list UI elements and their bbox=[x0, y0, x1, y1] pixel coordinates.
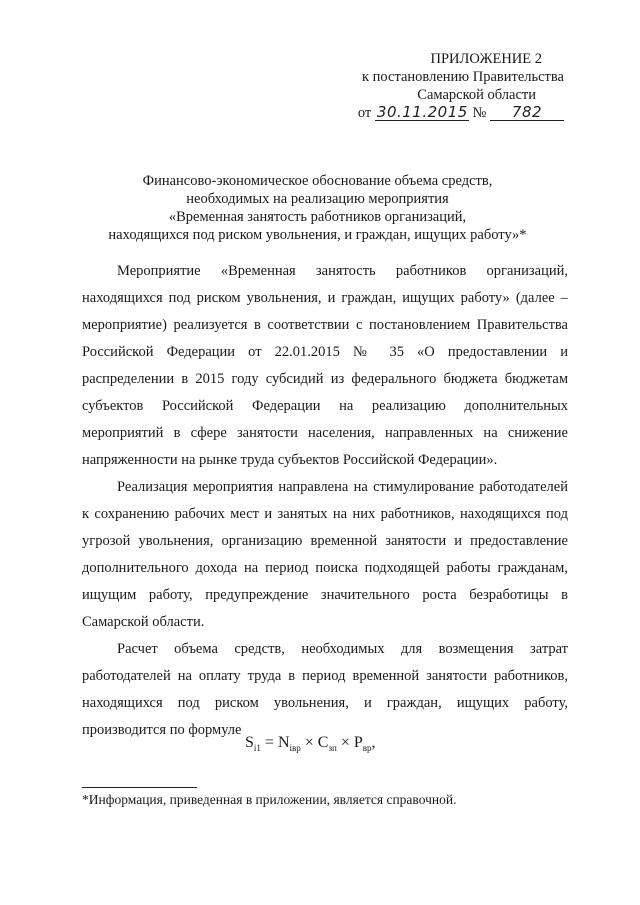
heading-line-2: необходимых на реализацию мероприятия bbox=[186, 191, 449, 207]
heading-line-1: Финансово-экономическое обоснование объема средств, bbox=[142, 173, 493, 189]
paragraph-1: Мероприятие «Временная занятость работников организаций, находящихся под риском увольнения, и граждан, ищущих работу» (далее – мероприятие) реализуется в соответствии с постановлением Правительства Российской Федерации от 22.01.2015 № 35 «О предоставлении и распределении в 2015 году субсидий из федерального бюджета бюджетам субъектов Российской Федерации на реализацию дополнительных мероприятий в сфере занятости населения, направленных на снижение напряженности на рынке труда субъектов Российской Федерации». bbox=[82, 263, 568, 468]
formula-lhs: S bbox=[245, 734, 254, 751]
heading-line-4: находящихся под риском увольнения, и граждан, ищущих работу»* bbox=[108, 227, 527, 243]
formula-p-sub: вр bbox=[362, 743, 372, 754]
appendix-decree-line: к постановлению Правительства bbox=[362, 69, 564, 85]
paragraph-2: Реализация мероприятия направлена на стимулирование работодателей к сохранению рабочих мест и занятых на них работников, находящихся под угрозой увольнения, организацию временной занятости и предоставление дополнительного дохода на период поиска подходящей работы гражданам, ищущим работу, предупреждение значительного роста безработицы в Самарской области. bbox=[82, 479, 568, 630]
heading-line-3: «Временная занятость работников организаций, bbox=[168, 209, 467, 225]
document-body bbox=[82, 258, 568, 744]
formula-times-2: × bbox=[340, 734, 350, 751]
formula bbox=[245, 733, 376, 758]
appendix-region-line: Самарской области bbox=[417, 87, 536, 103]
formula-times-1: × bbox=[304, 734, 314, 751]
footnote: *Информация, приведенная в приложении, является справочной. bbox=[82, 792, 457, 807]
date-number-line bbox=[264, 104, 564, 122]
formula-comma: , bbox=[371, 734, 376, 751]
appendix-title: ПРИЛОЖЕНИЕ 2 bbox=[430, 51, 542, 67]
paragraph-3: Расчет объема средств, необходимых для возмещения затрат работодателей на оплату труда в период временной занятости работников, находящихся под риском увольнения, и граждан, ищущих работу, производится по формуле bbox=[82, 641, 568, 738]
formula-lhs-sub: i1 bbox=[253, 743, 261, 754]
formula-p: P bbox=[353, 734, 363, 751]
footnote-divider bbox=[82, 787, 197, 788]
date-prefix: от bbox=[357, 105, 372, 121]
formula-c: C bbox=[317, 734, 329, 751]
formula-c-sub: зп bbox=[328, 743, 337, 754]
appendix-header bbox=[264, 50, 564, 122]
formula-n: N bbox=[277, 734, 290, 751]
formula-equals: = bbox=[264, 734, 274, 751]
number-prefix: № bbox=[472, 105, 487, 121]
formula-n-sub: івр bbox=[289, 743, 301, 754]
handwritten-date: 30.11.2015 bbox=[376, 103, 468, 121]
handwritten-number: 782 bbox=[490, 104, 564, 121]
document-heading bbox=[80, 172, 555, 244]
